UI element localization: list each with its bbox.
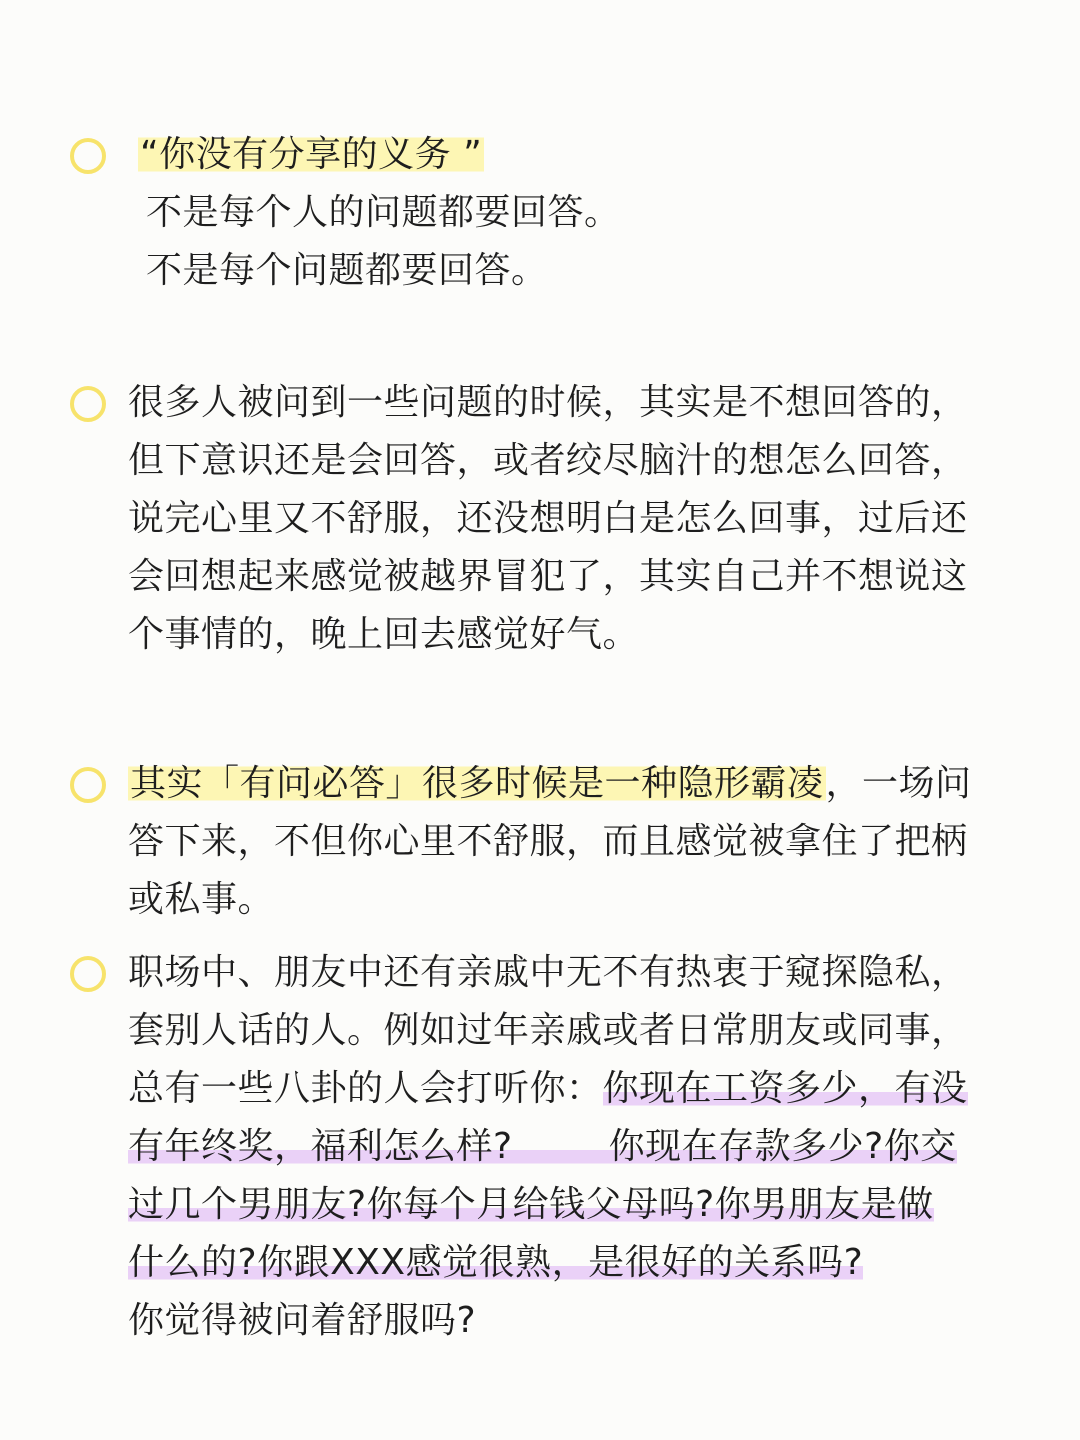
question-highlight: 你现在工资多少，有没 xyxy=(602,1068,968,1109)
section-3 xyxy=(128,755,1008,929)
section-1 xyxy=(138,126,1018,300)
section-4-line xyxy=(128,1176,1008,1234)
circle-bullet-icon xyxy=(70,956,106,992)
section-3-line xyxy=(128,755,1008,813)
section-2-line: 说完心里又不舒服，还没想明白是怎么回事，过后还 xyxy=(128,498,968,539)
section-1-line: 不是每个人的问题都要回答。 xyxy=(146,192,621,233)
section-3-line-rest: ，一场问 xyxy=(825,763,972,804)
section-4-line: 你觉得被问着舒服吗? xyxy=(128,1300,477,1341)
section-2-line: 但下意识还是会回答，或者绞尽脑汁的想怎么回答， xyxy=(128,440,968,481)
section-4-line xyxy=(128,1118,1008,1176)
section-3-line: 或私事。 xyxy=(128,879,275,920)
circle-bullet-icon xyxy=(70,767,106,803)
section-2-line: 个事情的，晚上回去感觉好气。 xyxy=(128,614,640,655)
section-1-title xyxy=(138,126,1018,184)
question-highlight: 什么的?你跟XXX感觉很熟，是很好的关系吗? xyxy=(128,1242,864,1283)
title-highlight: “你没有分享的义务 ” xyxy=(140,134,483,175)
question-highlight xyxy=(128,1126,957,1167)
section-2-line: 会回想起来感觉被越界冒犯了，其实自己并不想说这 xyxy=(128,556,968,597)
question-text: 有年终奖，福利怎么样? xyxy=(128,1126,513,1167)
question-highlight: 过几个男朋友?你每个月给钱父母吗?你男朋友是做 xyxy=(128,1184,934,1225)
section-4-line: 职场中、朋友中还有亲戚中无不有热衷于窥探隐私， xyxy=(128,952,968,993)
section-4 xyxy=(128,944,1008,1350)
section-3-line: 答下来，不但你心里不舒服，而且感觉被拿住了把柄 xyxy=(128,821,968,862)
section-4-line xyxy=(128,1060,1008,1118)
section-2 xyxy=(128,374,1008,664)
bullying-highlight: 其实「有问必答」很多时候是一种隐形霸凌 xyxy=(130,763,824,804)
circle-bullet-icon xyxy=(70,138,106,174)
section-1-line: 不是每个问题都要回答。 xyxy=(146,250,548,291)
section-4-line xyxy=(128,1234,1008,1292)
section-4-plain: 总有一些八卦的人会打听你： xyxy=(128,1068,603,1109)
question-text: 你现在存款多少?你交 xyxy=(608,1126,957,1167)
circle-bullet-icon xyxy=(70,386,106,422)
section-4-line: 套别人话的人。例如过年亲戚或者日常朋友或同事， xyxy=(128,1010,968,1051)
section-2-line: 很多人被问到一些问题的时候，其实是不想回答的， xyxy=(128,382,968,423)
